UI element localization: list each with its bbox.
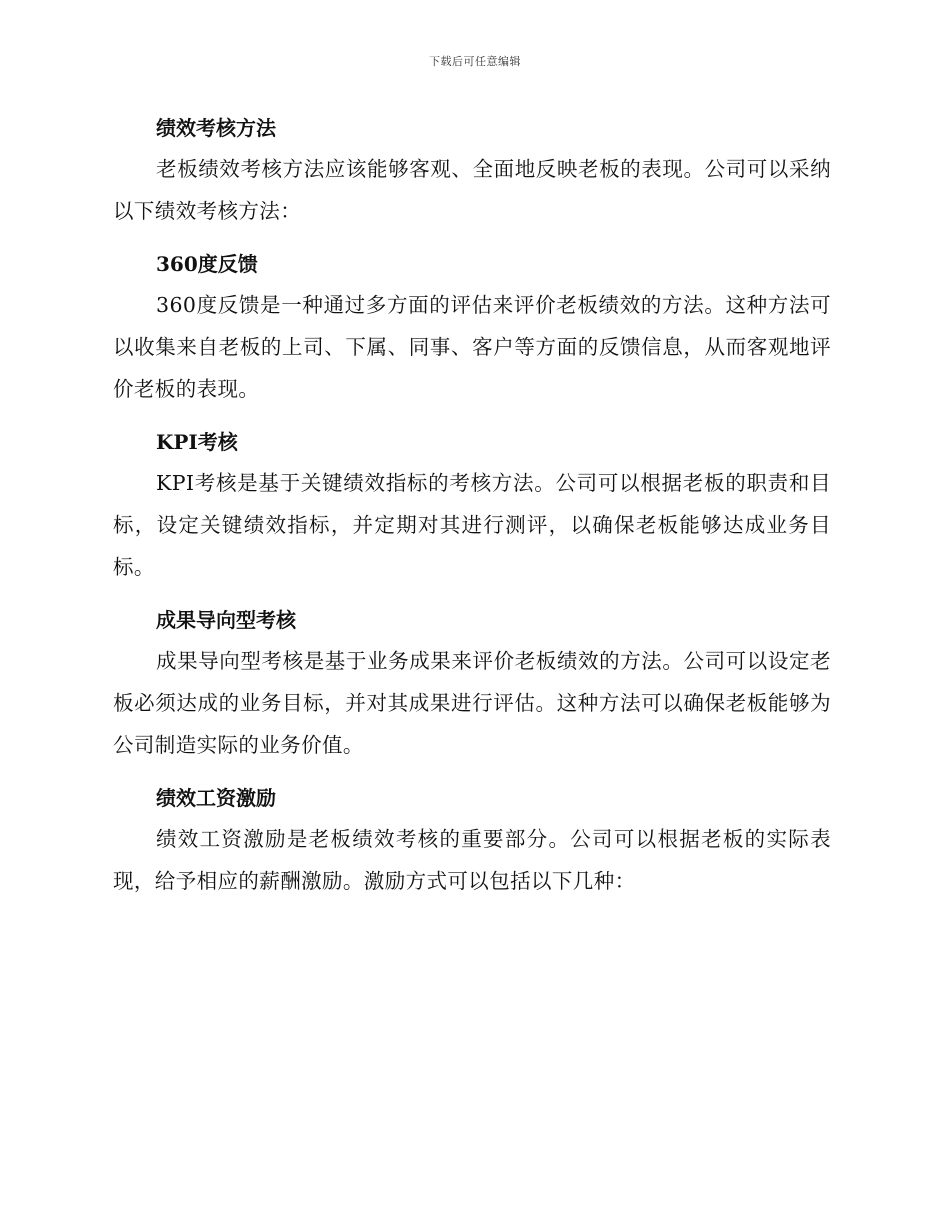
section-paragraph-performance-pay: 绩效工资激励是老板绩效考核的重要部分。公司可以根据老板的实际表现，给予相应的薪酬激励。激励方式可以包括以下几种： [113,827,831,893]
page-header: 下载后可任意编辑 [429,55,521,68]
section-heading-performance-pay: 绩效工资激励 [156,786,276,810]
section-paragraph-kpi: KPI考核是基于关键绩效指标的考核方法。公司可以根据老板的职责和目标，设定关键绩效指标，并定期对其进行测评，以确保老板能够达成业务目标。 [113,471,831,579]
section-heading-results-oriented: 成果导向型考核 [156,608,296,632]
section-paragraph-360-feedback: 360度反馈是一种通过多方面的评估来评价老板绩效的方法。这种方法可以收集来自老板的上司、下属、同事、客户等方面的反馈信息，从而客观地评价老板的表现。 [113,293,831,401]
section-heading-360-feedback: 360度反馈 [156,252,258,276]
section-heading-kpi: KPI考核 [156,430,238,454]
section-paragraph-results-oriented: 成果导向型考核是基于业务成果来评价老板绩效的方法。公司可以设定老板必须达成的业务目标，并对其成果进行评估。这种方法可以确保老板能够为公司制造实际的业务价值。 [113,649,831,757]
section-heading-performance-methods: 绩效考核方法 [156,116,276,140]
document-body [113,108,831,914]
section-paragraph-performance-methods: 老板绩效考核方法应该能够客观、全面地反映老板的表现。公司可以采纳以下绩效考核方法： [113,157,831,223]
